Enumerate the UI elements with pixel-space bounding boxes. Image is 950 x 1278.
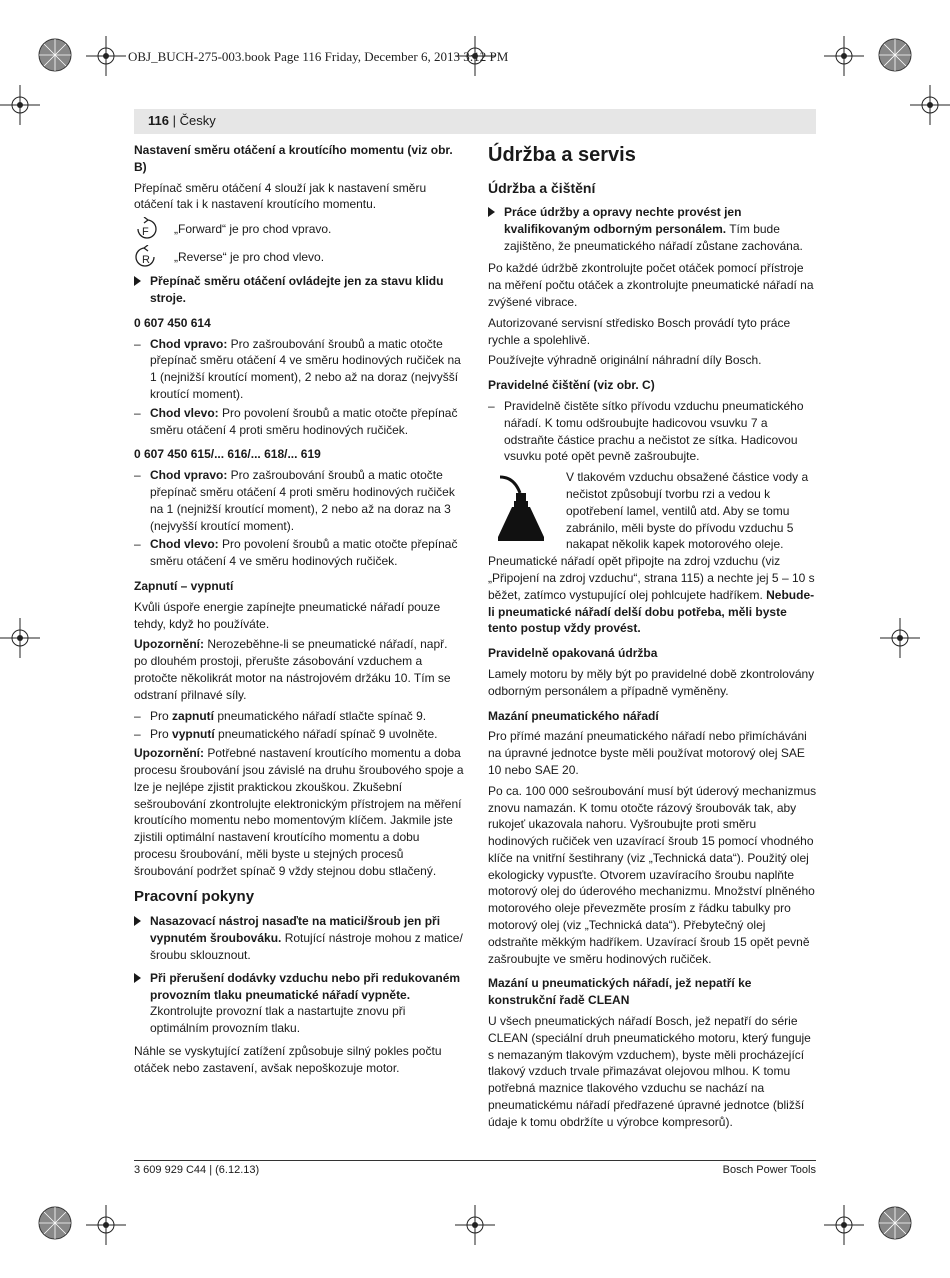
list-item: – Pravidelně čistěte sítko přívodu vzduchu pneumatického nářadí. K tomu odšroubujte hadicovou vsuvku 7 a odstraňte částice prachu a nečistot ze sítka. Hadicovou vsuvku poté opět pevně zašroubujte.: [488, 398, 804, 464]
registration-mark-bottom-left: [30, 1198, 80, 1248]
model-1-heading: 0 607 450 614: [134, 315, 211, 330]
crosshair-mark-right-middle: [880, 618, 920, 658]
bullet-maintenance: Práce údržby a opravy nechte provést jen kvalifikovaným odborným personálem. Tím bude zajištěno, že pneumatického nářadí zůstane zachována.: [488, 204, 818, 254]
paragraph-on-off: Kvůli úspoře energie zapínejte pneumatické nářadí pouze tehdy, když ho používáte.: [134, 599, 441, 631]
note-text: Potřebné nastavení kroutícího momentu a doba procesu šroubování jsou závislé na druhu šroubového spoje a lze je nejlépe zjistit praktickou zkouškou. Zkušební sešroubování zkontrolujte elektronickým přístrojem na měření kroutícího momentu nebo momentovým klíčem. Jakmile jste zjistili optimální nastavení kroutícího momentu a dobu procesu šroubování, měli byste u stejných procesů šroubování podržet spínač 9 vždy stejnou dobu stlačený.: [134, 746, 464, 878]
paragraph-load: Náhle se vyskytující zatížení způsobuje silný pokles počtu otáček nebo zastavení, avšak nepoškozuje motor.: [134, 1044, 442, 1075]
crosshair-mark-bottom-right: [824, 1205, 864, 1245]
footer-divider: [134, 1160, 816, 1161]
paragraph-repeat: Lamely motoru by měly být po pravidelné době zkontrolovány odborným personálem a případně vyměněny.: [488, 666, 815, 698]
paragraph-service: Autorizované servisní středisko Bosch provádí tyto práce rychle a spolehlivě.: [488, 315, 791, 347]
note-1: [134, 636, 464, 703]
heading-lubrication: Mazání pneumatického nářadí: [488, 708, 659, 723]
item-label: Chod vpravo:: [150, 468, 228, 483]
item-label: Chod vlevo:: [150, 405, 219, 420]
bullet-arrow-icon: [134, 276, 141, 286]
heading-regular-cleaning: Pravidelné čištění (viz obr. C): [488, 378, 655, 393]
note-label: Upozornění:: [134, 746, 204, 761]
list-item: – Chod vpravo: Pro zašroubování šroubů a matic otočte přepínač směru otáčení 4 ve směru hodinových ručiček na 1 (nejnižší kroutící moment), 2 nebo až na doraz (nejvyšší kroutící moment).: [134, 336, 461, 401]
paragraph-direction: Přepínač směru otáčení 4 slouží jak k nastavení směru otáčení tak i k nastavení kroutícího momentu.: [134, 180, 427, 212]
heading-direction: Nastavení směru otáčení a kroutícího momentu (viz obr. B): [134, 143, 453, 174]
footer-brand: Bosch Power Tools: [722, 1164, 816, 1176]
page-number: 116: [148, 113, 169, 128]
header-separator: |: [172, 113, 176, 128]
item-label: Chod vpravo:: [150, 336, 228, 351]
heading-cleaning: Údržba a čištění: [488, 180, 596, 196]
list-item: – Pro zapnutí pneumatického nářadí stlačte spínač 9.: [134, 708, 427, 723]
page-header: [148, 113, 216, 128]
paragraph-lubrication-2: Po ca. 100 000 sešroubování musí být úderový mechanizmus znovu namazán. K tomu otočte rázový šroubovák tak, aby rukojeť ukazovala nahoru. Vyšroubujte proti směru hodinových ručiček ven uzavírací šroub 15 pomocí vhodného klíče na vnitřní šestihrany (viz „Technická data“). Použitý olej ekologicky vypusťte. Otvorem uzavíracího šroubu naplňte motorový olej do úderového mechanizmu. Množství plněného motorového oleje převezměte prosím z řádku tabulky pro motorový olej (viz „Technická data“). Přebytečný olej odstraňte měkkým hadříkem. Uzavírací šroub 15 opět pevně zašroubujte ve směru hodinových ručiček.: [488, 783, 817, 966]
crosshair-mark-left-middle: [0, 618, 40, 658]
reverse-icon-letter: R: [142, 254, 150, 267]
note-2: [134, 745, 464, 879]
bullet-work-2: Při přerušení dodávky vzduchu nebo při redukovaném provozním tlaku pneumatické nářadí vypněte. Zkontrolujte provozní tlak a nastartujte znovu při optimálním provozním tlaku.: [134, 970, 464, 1037]
registration-mark-top-right: [870, 30, 920, 80]
heading-repeat-maintenance: Pravidelně opakovaná údržba: [488, 646, 658, 661]
crosshair-mark-bottom-left: [86, 1205, 126, 1245]
bullet-arrow-icon: [488, 207, 495, 217]
bullet-arrow-icon: [134, 973, 141, 983]
list-item: – Chod vlevo: Pro povolení šroubů a matic otočte přepínač směru otáčení 4 ve směru hodinových ručiček.: [134, 537, 458, 569]
paragraph-clean-series: U všech pneumatických nářadí Bosch, jež nepatří do série CLEAN (speciální druh pneumatického motoru, který funguje s nemazaným tlakovým vzduchem), byste měli procházející tlakový vzduch trvale přimazávat olejovou mlhou. K tomu potřebná maznice tlakového vzduchu se nachází na pneumatickému nářadí předřazené úpravné jednotce (bližší údaje k tomu obdržíte u výrobce kompresorů).: [488, 1014, 811, 1129]
crosshair-mark-right-upper: [910, 85, 950, 125]
bullet-arrow-icon: [134, 916, 141, 926]
bullet-switch: [134, 273, 464, 307]
item-label: Chod vlevo:: [150, 537, 219, 552]
oil-block: [488, 469, 818, 637]
registration-mark-bottom-right: [870, 1198, 920, 1248]
print-info-line: OBJ_BUCH-275-003.book Page 116 Friday, December 6, 2013 3:12 PM: [128, 49, 509, 64]
crosshair-mark-top-right: [824, 36, 864, 76]
registration-mark-top-left: [30, 30, 80, 80]
heading-work: Pracovní pokyny: [134, 888, 255, 906]
paragraph-speed: Po každé údržbě zkontrolujte počet otáček pomocí přístroje na měření počtu otáček a zkontrolujte pneumatické nářadí na zvýšené vibrace.: [488, 261, 814, 309]
forward-rotation-icon: [134, 217, 158, 243]
paragraph-oil: V tlakovém vzduchu obsažené částice vody a nečistot způsobují tvorbu rzi a vedou k opotřebení lamel, ventilů atd. Aby se tomu zabránilo, měli byste do přívodu vzduchu 5 nakapat několik kapek motorového oleje. Pneumatické nářadí opět připojte na zdroj vzduchu (viz „Připojení na zdroj vzduchu“, strana 115) a nechte jej 5 – 10 s běžet, zatímco vystupující olej pohlcujete hadříkem. Nebude-li pneumatické nářadí delší dobu potřeba, měli byste tento postup vždy provést.: [488, 470, 815, 636]
forward-text: „Forward“ je pro chod vpravo.: [174, 222, 332, 237]
page-header-bar: [134, 109, 816, 134]
item-text: Pro zašroubování šroubů a matic otočte přepínač směru otáčení 4 proti směru hodinových ručiček na 1 (nejnižší kroutící moment), 2 nebo až na doraz na 3 (nejvyšší kroutící moment).: [150, 468, 455, 533]
crosshair-mark-bottom-center: [455, 1205, 495, 1245]
forward-icon-letter: F: [142, 226, 149, 239]
item-text: Pro zašroubování šroubů a matic otočte přepínač směru otáčení 4 ve směru hodinových ručiček na 1 (nejnižší kroutící moment), 2 nebo až na doraz (nejvyšší kroutící moment).: [150, 336, 461, 401]
reverse-row: [134, 245, 464, 273]
bullet-work-1: Nasazovací nástroj nasaďte na matici/šroub jen při vypnutém šroubováku. Rotující nástroje mohou z matice/šroubu sklouznout.: [134, 913, 464, 963]
heading-clean-series: Mazání u pneumatických nářadí, jež nepatří ke konstrukční řadě CLEAN: [488, 976, 752, 1008]
list-item: – Pro vypnutí pneumatického nářadí spínač 9 uvolněte.: [134, 727, 438, 742]
note-text: Nerozeběhne-li se pneumatické nářadí, např. po dlouhém prostoji, přerušte zásobování vzduchem a protočte několikrát motor na nástrojovém držáku 10. Tím se odstraní přilnavé síly.: [134, 637, 451, 702]
reverse-rotation-icon: [134, 245, 158, 271]
reverse-text: „Reverse“ je pro chod vlevo.: [174, 250, 325, 265]
footer-doc-number: 3 609 929 C44 | (6.12.13): [134, 1164, 260, 1176]
oil-bottle-icon: [488, 471, 558, 551]
header-language: Česky: [179, 113, 216, 128]
note-label: Upozornění:: [134, 637, 204, 652]
forward-row: [134, 217, 464, 245]
paragraph-parts: Používejte výhradně originální náhradní díly Bosch.: [488, 353, 762, 368]
item-text: Pro povolení šroubů a matic otočte přepínač směru otáčení 4 ve směru hodinových ručiček.: [150, 537, 458, 569]
paragraph-lubrication-1: Pro přímé mazání pneumatického nářadí nebo přimícháváni na úpravné jednotce byste měli používat motorový olej SAE 10 nebo SAE 20.: [488, 729, 807, 777]
list-item: – Chod vpravo: Pro zašroubování šroubů a matic otočte přepínač směru otáčení 4 proti směru hodinových ručiček na 1 (nejnižší kroutící moment), 2 nebo až na doraz na 3 (nejvyšší kroutící moment).: [134, 468, 455, 533]
left-column: [134, 142, 464, 1081]
crosshair-mark-top-left: [86, 36, 126, 76]
bullet-switch-text: Přepínač směru otáčení ovládejte jen za stavu klidu stroje.: [150, 274, 444, 305]
heading-on-off: Zapnutí – vypnutí: [134, 578, 234, 593]
right-column: [488, 142, 818, 1135]
list-item: – Chod vlevo: Pro povolení šroubů a matic otočte přepínač směru otáčení 4 proti směru hodinových ručiček.: [134, 405, 458, 437]
heading-maintenance: Údržba a servis: [488, 144, 636, 166]
item-text: Pro povolení šroubů a matic otočte přepínač směru otáčení 4 proti směru hodinových ručiček.: [150, 405, 458, 437]
crosshair-mark-left-upper: [0, 85, 40, 125]
model-2-heading: 0 607 450 615/... 616/... 618/... 619: [134, 447, 321, 462]
